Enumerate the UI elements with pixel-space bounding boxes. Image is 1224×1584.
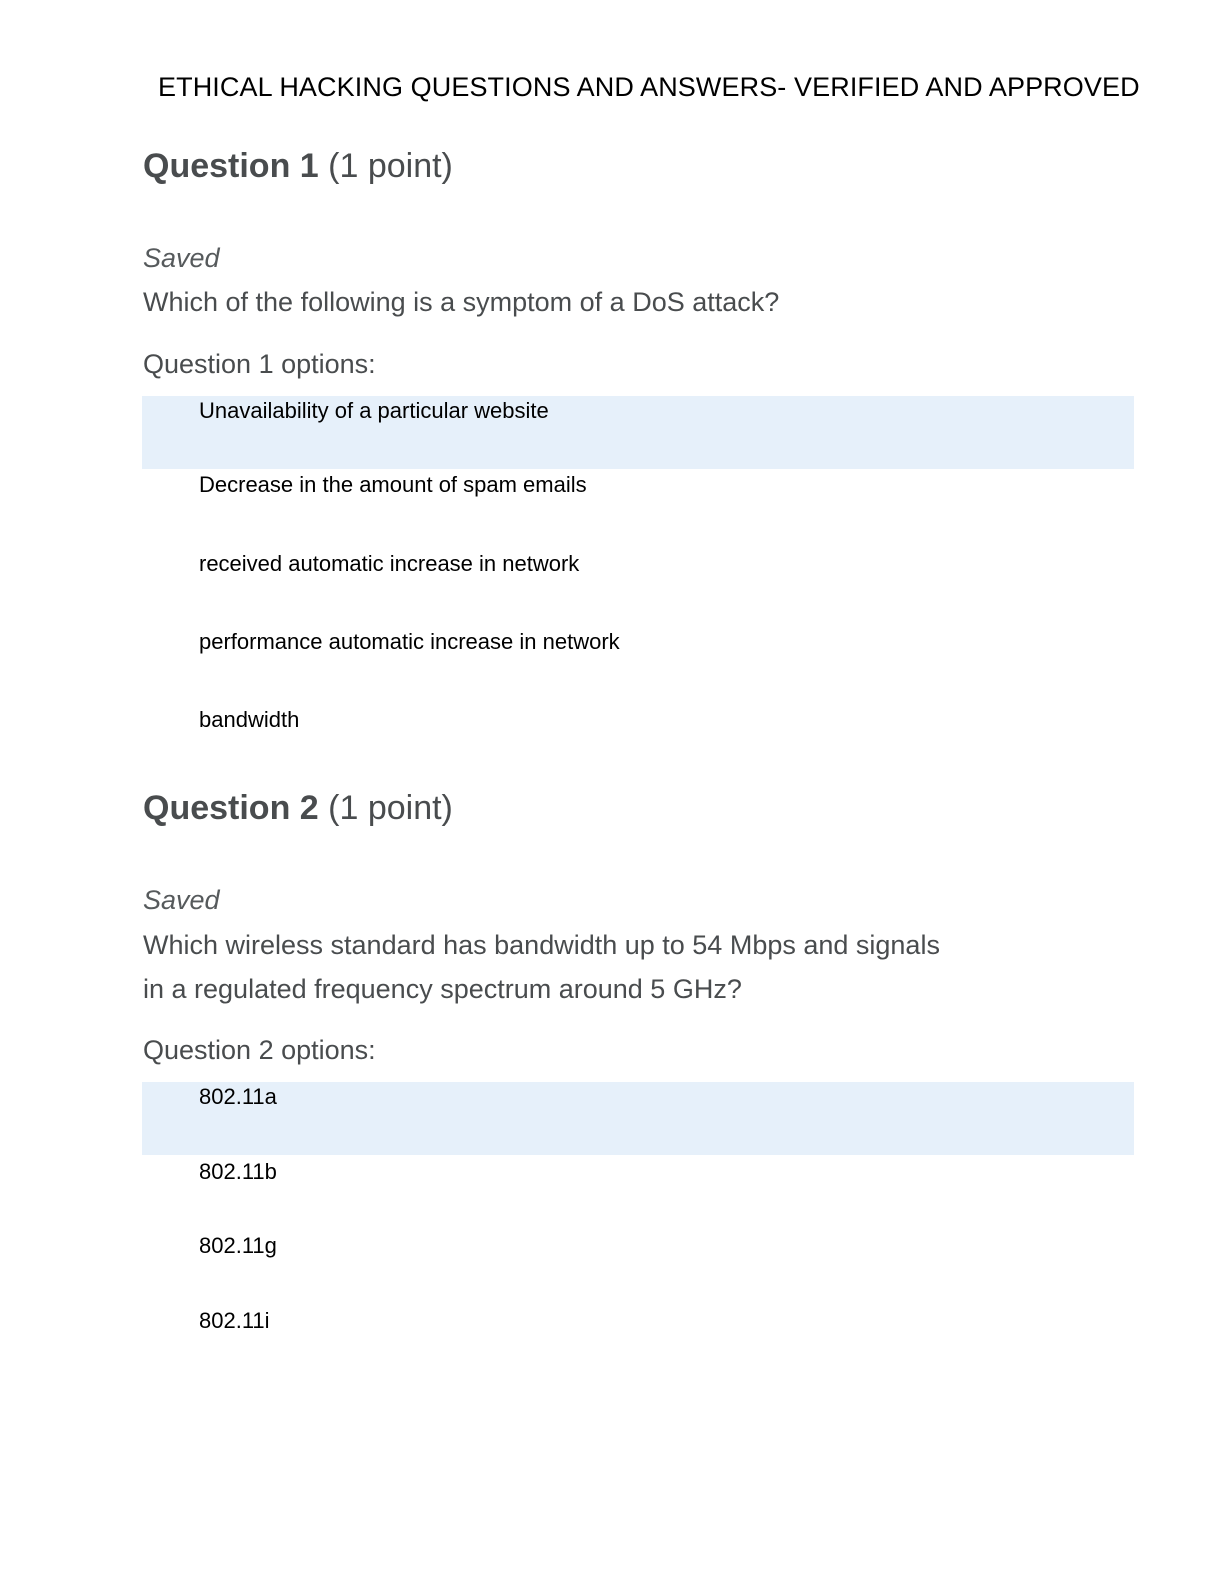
question-1-option-3[interactable]: received automatic increase in network [199,551,580,576]
question-2-points: (1 point) [328,789,453,827]
question-1-text [143,280,1043,324]
question-1-points: (1 point) [328,147,453,185]
question-1-heading [143,147,453,186]
question-1-option-4[interactable]: performance automatic increase in network [199,629,620,654]
question-2-label: Question 2 [143,789,319,827]
question-1-text-line: Which of the following is a symptom of a DoS attack? [143,287,780,317]
document-title: ETHICAL HACKING QUESTIONS AND ANSWERS- VERIFIED AND APPROVED [158,72,1140,102]
question-2-text-line-2: in a regulated frequency spectrum around 5 GHz? [143,974,742,1004]
question-2-option-2[interactable]: 802.11b [199,1159,277,1184]
question-2-selected-option-highlight [142,1082,1134,1155]
question-2-saved-status: Saved [143,885,220,915]
question-1-option-2[interactable]: Decrease in the amount of spam emails [199,472,587,497]
question-2-options-label: Question 2 options: [143,1035,376,1065]
question-2-heading [143,789,453,828]
question-1-options-label: Question 1 options: [143,349,376,379]
question-2-option-1[interactable]: 802.11a [199,1084,277,1109]
question-1-option-5[interactable]: bandwidth [199,707,300,732]
question-1-label: Question 1 [143,147,319,185]
question-2-text [143,923,1043,1011]
question-2-option-4[interactable]: 802.11i [199,1308,270,1333]
question-2-option-3[interactable]: 802.11g [199,1233,277,1258]
question-1-saved-status: Saved [143,243,220,273]
question-1-option-1[interactable]: Unavailability of a particular website [199,398,549,423]
question-2-text-line-1: Which wireless standard has bandwidth up to 54 Mbps and signals [143,930,940,960]
